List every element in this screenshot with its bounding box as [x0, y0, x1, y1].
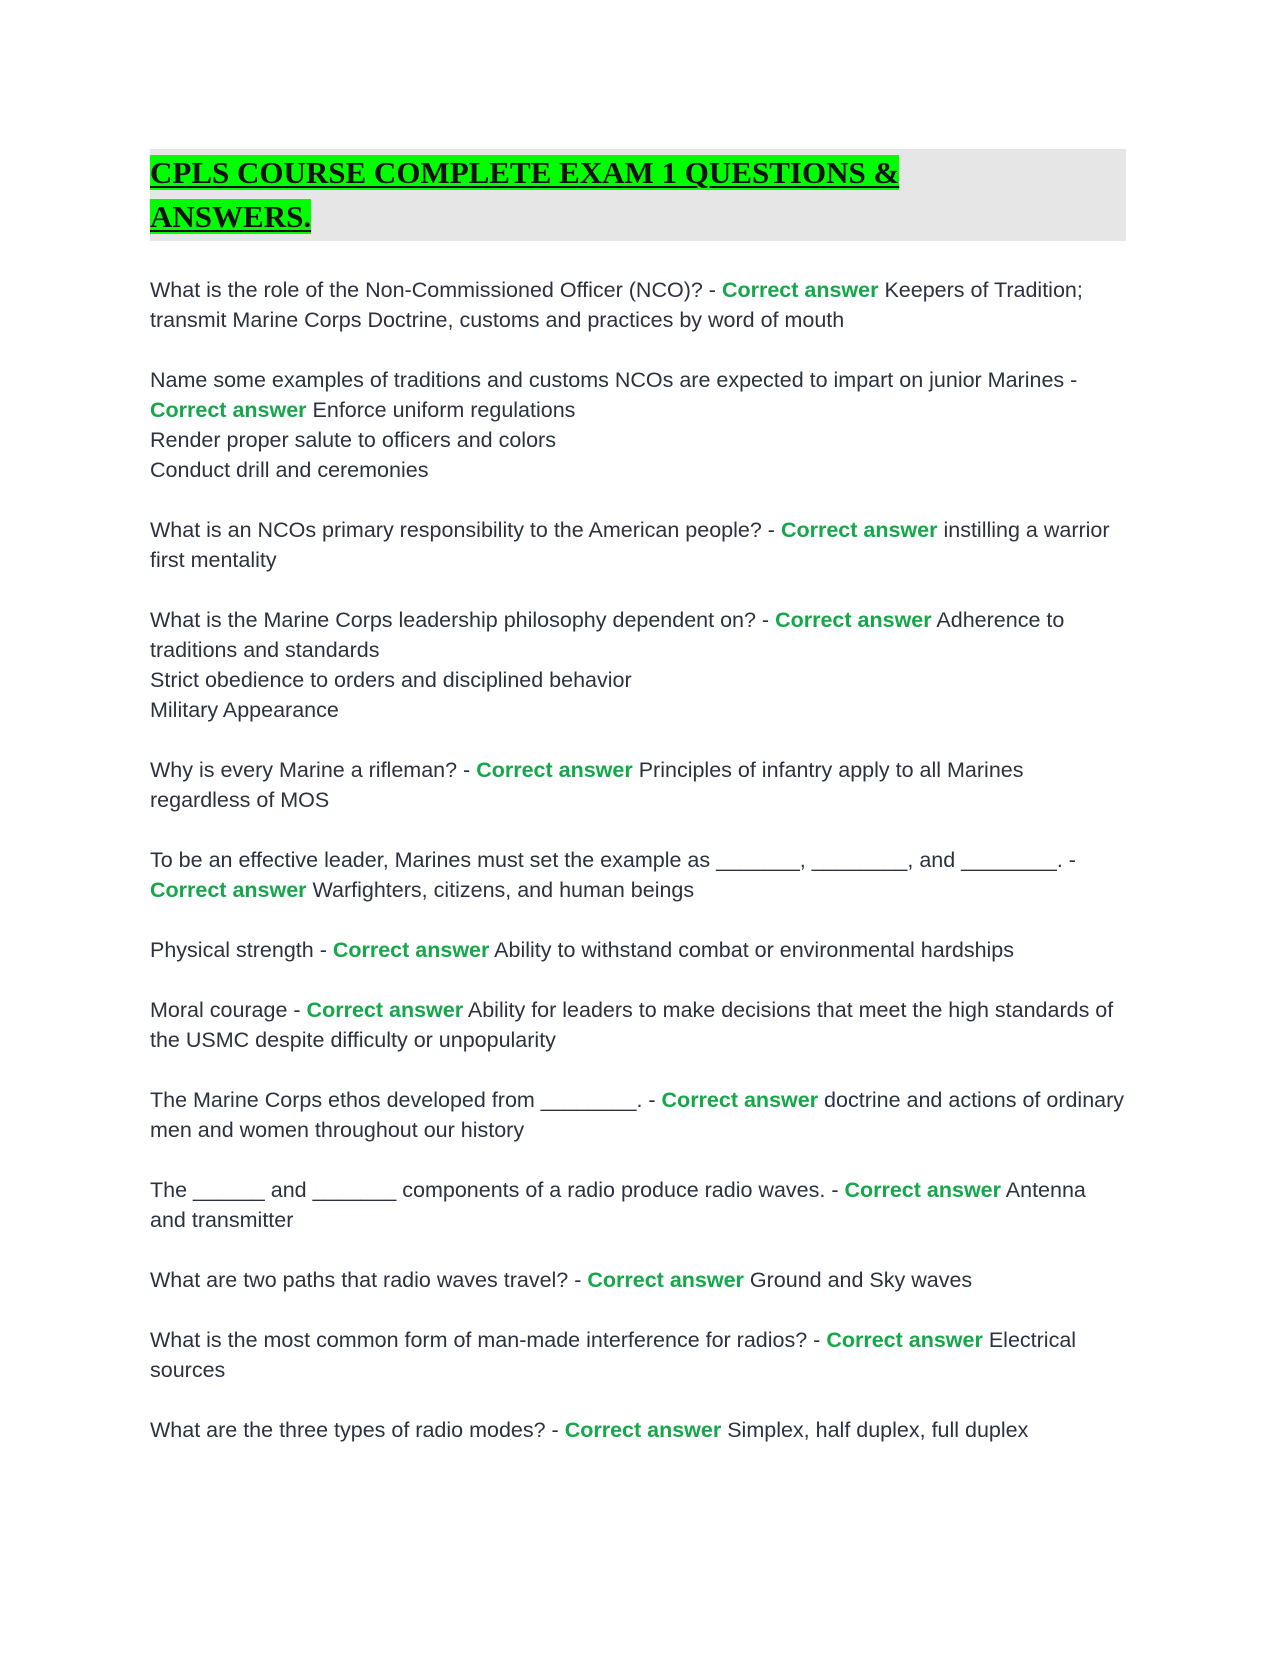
correct-answer-label: Correct answer	[780, 518, 938, 542]
qa-item	[150, 365, 1126, 485]
question-text: What are two paths that radio waves travel? -	[150, 1268, 588, 1292]
answer-text: doctrine and actions of ordinary men and women throughout our history	[150, 1088, 1125, 1142]
qa-item	[150, 1175, 1126, 1235]
qa-item	[150, 515, 1126, 575]
question-text: The Marine Corps ethos developed from ________. -	[150, 1088, 662, 1112]
question-text: What is the role of the Non-Commissioned Officer (NCO)? -	[150, 278, 722, 302]
document-page	[150, 149, 1126, 1475]
qa-item	[150, 935, 1126, 965]
answer-text: Ability to withstand combat or environmental hardships	[489, 938, 1015, 962]
question-text: Why is every Marine a rifleman? -	[150, 758, 477, 782]
answer-text: Ground and Sky waves	[743, 1268, 973, 1292]
qa-list	[150, 275, 1126, 1445]
document-title	[150, 151, 1126, 239]
qa-item	[150, 995, 1126, 1055]
qa-item	[150, 1265, 1126, 1295]
correct-answer-label: Correct answer	[661, 1088, 819, 1112]
answer-text: Electrical sources	[150, 1328, 1077, 1382]
title-line-2: ANSWERS.	[150, 199, 312, 234]
answer-text: Render proper salute to officers and colors	[150, 428, 556, 452]
correct-answer-label: Correct answer	[564, 1418, 722, 1442]
answer-text: Strict obedience to orders and disciplined behavior	[150, 668, 632, 692]
question-text: What is the Marine Corps leadership philosophy dependent on? -	[150, 608, 776, 632]
answer-text: Keepers of Tradition; transmit Marine Corps Doctrine, customs and practices by word of mouth	[150, 278, 1083, 332]
correct-answer-label: Correct answer	[332, 938, 490, 962]
title-line-1: CPLS COURSE COMPLETE EXAM 1 QUESTIONS &	[150, 155, 900, 190]
qa-item	[150, 1085, 1126, 1145]
correct-answer-label: Correct answer	[150, 878, 307, 902]
correct-answer-label: Correct answer	[826, 1328, 983, 1352]
correct-answer-label: Correct answer	[587, 1268, 744, 1292]
qa-item	[150, 1415, 1126, 1445]
question-text: The ______ and _______ components of a radio produce radio waves. -	[150, 1178, 845, 1202]
answer-text: Ability for leaders to make decisions that meet the high standards of the USMC despite difficulty or unpopularity	[150, 998, 1114, 1052]
correct-answer-label: Correct answer	[775, 608, 932, 632]
answer-text: Antenna and transmitter	[150, 1178, 1086, 1232]
question-text: To be an effective leader, Marines must set the example as _______, ________, and ________. -	[150, 848, 1076, 872]
qa-item	[150, 1325, 1126, 1385]
question-text: What is the most common form of man-made interference for radios? -	[150, 1328, 827, 1352]
question-text: What is an NCOs primary responsibility to the American people? -	[150, 518, 781, 542]
qa-item	[150, 845, 1126, 905]
correct-answer-label: Correct answer	[844, 1178, 1001, 1202]
question-text: Moral courage -	[150, 998, 307, 1022]
correct-answer-label: Correct answer	[150, 398, 307, 422]
answer-text: Enforce uniform regulations	[306, 398, 576, 422]
answer-text: Warfighters, citizens, and human beings	[306, 878, 695, 902]
question-text: Physical strength -	[150, 938, 333, 962]
correct-answer-label: Correct answer	[306, 998, 464, 1022]
correct-answer-label: Correct answer	[721, 278, 879, 302]
answer-text: Conduct drill and ceremonies	[150, 458, 429, 482]
qa-item	[150, 605, 1126, 725]
answer-text: Adherence to traditions and standards	[150, 608, 1065, 662]
answer-text: Principles of infantry apply to all Marines regardless of MOS	[150, 758, 1024, 812]
answer-text: Simplex, half duplex, full duplex	[721, 1418, 1029, 1442]
answer-text: Military Appearance	[150, 698, 339, 722]
correct-answer-label: Correct answer	[476, 758, 633, 782]
question-text: What are the three types of radio modes? -	[150, 1418, 565, 1442]
title-block	[150, 149, 1126, 241]
qa-item	[150, 275, 1126, 335]
answer-text: instilling a warrior first mentality	[150, 518, 1110, 572]
qa-item	[150, 755, 1126, 815]
question-text: Name some examples of traditions and customs NCOs are expected to impart on junior Marines -	[150, 368, 1078, 392]
